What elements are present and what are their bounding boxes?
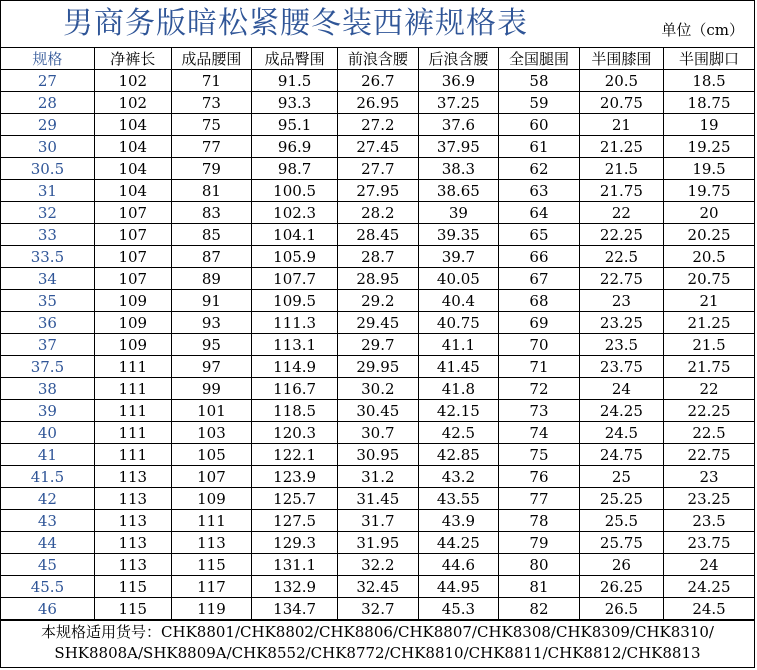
table-cell: 113 bbox=[171, 532, 252, 554]
size-cell: 37.5 bbox=[1, 356, 94, 378]
table-cell: 31.45 bbox=[338, 488, 419, 510]
table-cell: 44.6 bbox=[418, 554, 499, 576]
table-row bbox=[1, 180, 754, 202]
table-row bbox=[1, 92, 754, 114]
table-cell: 71 bbox=[499, 356, 580, 378]
table-row bbox=[1, 510, 754, 532]
page-title: 男商务版暗松紧腰冬装西裤规格表 bbox=[63, 6, 528, 41]
table-cell: 44.25 bbox=[418, 532, 499, 554]
table-cell: 28.7 bbox=[338, 246, 419, 268]
size-cell: 33 bbox=[1, 224, 94, 246]
table-cell: 97 bbox=[171, 356, 252, 378]
table-cell: 22 bbox=[579, 202, 663, 224]
column-header-size: 规格 bbox=[1, 48, 94, 70]
size-cell: 36 bbox=[1, 312, 94, 334]
column-header-hem: 半围脚口 bbox=[664, 48, 754, 70]
table-cell: 111 bbox=[94, 422, 171, 444]
table-cell: 132.9 bbox=[252, 576, 338, 598]
table-cell: 20.75 bbox=[579, 92, 663, 114]
size-cell: 37 bbox=[1, 334, 94, 356]
table-cell: 41.8 bbox=[418, 378, 499, 400]
table-cell: 109 bbox=[94, 334, 171, 356]
table-cell: 99 bbox=[171, 378, 252, 400]
table-cell: 64 bbox=[499, 202, 580, 224]
table-cell: 111 bbox=[94, 444, 171, 466]
table-cell: 129.3 bbox=[252, 532, 338, 554]
table-cell: 37.25 bbox=[418, 92, 499, 114]
table-row bbox=[1, 158, 754, 180]
table-cell: 70 bbox=[499, 334, 580, 356]
table-row bbox=[1, 598, 754, 620]
table-cell: 22.25 bbox=[664, 400, 754, 422]
table-cell: 40.05 bbox=[418, 268, 499, 290]
table-cell: 109 bbox=[94, 312, 171, 334]
table-cell: 109.5 bbox=[252, 290, 338, 312]
table-cell: 93.3 bbox=[252, 92, 338, 114]
applicable-models-note bbox=[1, 620, 754, 664]
table-cell: 24.25 bbox=[579, 400, 663, 422]
table-cell: 115 bbox=[94, 598, 171, 620]
table-cell: 45.3 bbox=[418, 598, 499, 620]
table-cell: 20.25 bbox=[664, 224, 754, 246]
table-cell: 75 bbox=[171, 114, 252, 136]
table-cell: 61 bbox=[499, 136, 580, 158]
table-cell: 38.3 bbox=[418, 158, 499, 180]
size-cell: 39 bbox=[1, 400, 94, 422]
size-cell: 35 bbox=[1, 290, 94, 312]
table-row bbox=[1, 576, 754, 598]
table-cell: 109 bbox=[94, 290, 171, 312]
table-cell: 75 bbox=[499, 444, 580, 466]
size-cell: 31 bbox=[1, 180, 94, 202]
table-cell: 42.85 bbox=[418, 444, 499, 466]
size-cell: 44 bbox=[1, 532, 94, 554]
table-cell: 111 bbox=[94, 400, 171, 422]
size-cell: 38 bbox=[1, 378, 94, 400]
table-cell: 23.25 bbox=[579, 312, 663, 334]
table-cell: 58 bbox=[499, 70, 580, 92]
table-cell: 91.5 bbox=[252, 70, 338, 92]
table-cell: 18.5 bbox=[664, 70, 754, 92]
table-cell: 32.2 bbox=[338, 554, 419, 576]
table-row bbox=[1, 466, 754, 488]
size-cell: 41 bbox=[1, 444, 94, 466]
table-cell: 27.95 bbox=[338, 180, 419, 202]
table-cell: 81 bbox=[499, 576, 580, 598]
table-cell: 101 bbox=[171, 400, 252, 422]
table-cell: 23.5 bbox=[664, 510, 754, 532]
table-cell: 21.75 bbox=[664, 356, 754, 378]
table-cell: 117 bbox=[171, 576, 252, 598]
table-row bbox=[1, 312, 754, 334]
table-cell: 69 bbox=[499, 312, 580, 334]
table-cell: 23.75 bbox=[664, 532, 754, 554]
table-cell: 43.2 bbox=[418, 466, 499, 488]
table-cell: 25.25 bbox=[579, 488, 663, 510]
table-cell: 102.3 bbox=[252, 202, 338, 224]
column-header-front-rise: 前浪含腰 bbox=[338, 48, 419, 70]
table-cell: 107 bbox=[171, 466, 252, 488]
table-cell: 31.7 bbox=[338, 510, 419, 532]
table-cell: 19.25 bbox=[664, 136, 754, 158]
table-cell: 18.75 bbox=[664, 92, 754, 114]
table-cell: 37.6 bbox=[418, 114, 499, 136]
table-cell: 29.45 bbox=[338, 312, 419, 334]
table-cell: 21.25 bbox=[664, 312, 754, 334]
table-cell: 95.1 bbox=[252, 114, 338, 136]
size-cell: 41.5 bbox=[1, 466, 94, 488]
table-cell: 22.5 bbox=[664, 422, 754, 444]
table-cell: 59 bbox=[499, 92, 580, 114]
table-cell: 24.25 bbox=[664, 576, 754, 598]
table-cell: 21 bbox=[579, 114, 663, 136]
table-cell: 27.45 bbox=[338, 136, 419, 158]
table-cell: 111 bbox=[94, 356, 171, 378]
title-row bbox=[1, 1, 754, 48]
table-cell: 113 bbox=[94, 488, 171, 510]
table-cell: 28.45 bbox=[338, 224, 419, 246]
table-cell: 102 bbox=[94, 70, 171, 92]
size-table bbox=[1, 48, 754, 620]
table-cell: 134.7 bbox=[252, 598, 338, 620]
table-row bbox=[1, 136, 754, 158]
table-cell: 19.5 bbox=[664, 158, 754, 180]
table-cell: 23.75 bbox=[579, 356, 663, 378]
table-cell: 98.7 bbox=[252, 158, 338, 180]
table-cell: 111 bbox=[94, 378, 171, 400]
table-cell: 29.7 bbox=[338, 334, 419, 356]
table-cell: 113 bbox=[94, 532, 171, 554]
table-cell: 25.5 bbox=[579, 510, 663, 532]
table-cell: 60 bbox=[499, 114, 580, 136]
table-cell: 77 bbox=[499, 488, 580, 510]
size-cell: 42 bbox=[1, 488, 94, 510]
models-line-2: SHK8808A/SHK8809A/CHK8552/CHK8772/CHK8810/CHK8811/CHK8812/CHK8813 bbox=[54, 644, 701, 662]
table-cell: 118.5 bbox=[252, 400, 338, 422]
table-cell: 29.2 bbox=[338, 290, 419, 312]
table-cell: 21.25 bbox=[579, 136, 663, 158]
table-cell: 120.3 bbox=[252, 422, 338, 444]
table-cell: 62 bbox=[499, 158, 580, 180]
column-header-thigh: 全国腿围 bbox=[499, 48, 580, 70]
table-cell: 30.95 bbox=[338, 444, 419, 466]
table-cell: 21 bbox=[664, 290, 754, 312]
table-cell: 114.9 bbox=[252, 356, 338, 378]
table-cell: 38.65 bbox=[418, 180, 499, 202]
unit-label: 单位（cm） bbox=[661, 21, 744, 39]
table-cell: 23.5 bbox=[579, 334, 663, 356]
table-cell: 72 bbox=[499, 378, 580, 400]
table-cell: 63 bbox=[499, 180, 580, 202]
table-row bbox=[1, 554, 754, 576]
table-cell: 115 bbox=[94, 576, 171, 598]
size-cell: 46 bbox=[1, 598, 94, 620]
table-cell: 109 bbox=[171, 488, 252, 510]
table-cell: 107 bbox=[94, 202, 171, 224]
table-cell: 30.7 bbox=[338, 422, 419, 444]
table-row bbox=[1, 400, 754, 422]
size-cell: 28 bbox=[1, 92, 94, 114]
table-cell: 83 bbox=[171, 202, 252, 224]
table-row bbox=[1, 356, 754, 378]
table-cell: 85 bbox=[171, 224, 252, 246]
table-cell: 32.45 bbox=[338, 576, 419, 598]
table-cell: 113.1 bbox=[252, 334, 338, 356]
table-cell: 104 bbox=[94, 158, 171, 180]
table-cell: 27.2 bbox=[338, 114, 419, 136]
table-row bbox=[1, 532, 754, 554]
table-cell: 24.5 bbox=[579, 422, 663, 444]
table-cell: 40.4 bbox=[418, 290, 499, 312]
table-row bbox=[1, 334, 754, 356]
table-cell: 44.95 bbox=[418, 576, 499, 598]
table-cell: 23.25 bbox=[664, 488, 754, 510]
table-cell: 26.5 bbox=[579, 598, 663, 620]
table-cell: 24.5 bbox=[664, 598, 754, 620]
table-cell: 105.9 bbox=[252, 246, 338, 268]
table-cell: 28.95 bbox=[338, 268, 419, 290]
table-cell: 95 bbox=[171, 334, 252, 356]
table-cell: 100.5 bbox=[252, 180, 338, 202]
size-cell: 27 bbox=[1, 70, 94, 92]
models-line-1: 本规格适用货号：CHK8801/CHK8802/CHK8806/CHK8807/CHK8308/CHK8309/CHK8310/ bbox=[41, 623, 714, 641]
table-cell: 82 bbox=[499, 598, 580, 620]
table-cell: 41.1 bbox=[418, 334, 499, 356]
table-cell: 107 bbox=[94, 268, 171, 290]
table-cell: 105 bbox=[171, 444, 252, 466]
header-row bbox=[1, 48, 754, 70]
table-cell: 39.7 bbox=[418, 246, 499, 268]
size-cell: 30.5 bbox=[1, 158, 94, 180]
table-row bbox=[1, 268, 754, 290]
table-cell: 31.95 bbox=[338, 532, 419, 554]
table-cell: 32.7 bbox=[338, 598, 419, 620]
table-cell: 74 bbox=[499, 422, 580, 444]
table-cell: 131.1 bbox=[252, 554, 338, 576]
table-cell: 104 bbox=[94, 180, 171, 202]
table-row bbox=[1, 444, 754, 466]
table-cell: 24 bbox=[664, 554, 754, 576]
table-cell: 113 bbox=[94, 554, 171, 576]
table-cell: 115 bbox=[171, 554, 252, 576]
table-cell: 30.45 bbox=[338, 400, 419, 422]
table-row bbox=[1, 290, 754, 312]
table-cell: 20.75 bbox=[664, 268, 754, 290]
table-cell: 104 bbox=[94, 114, 171, 136]
table-cell: 89 bbox=[171, 268, 252, 290]
table-cell: 23 bbox=[579, 290, 663, 312]
table-cell: 24 bbox=[579, 378, 663, 400]
column-header-waist: 成品腰围 bbox=[171, 48, 252, 70]
table-cell: 22.75 bbox=[579, 268, 663, 290]
table-cell: 37.95 bbox=[418, 136, 499, 158]
size-cell: 30 bbox=[1, 136, 94, 158]
table-cell: 113 bbox=[94, 510, 171, 532]
table-cell: 23 bbox=[664, 466, 754, 488]
table-cell: 116.7 bbox=[252, 378, 338, 400]
table-cell: 22.75 bbox=[664, 444, 754, 466]
table-cell: 30.2 bbox=[338, 378, 419, 400]
table-cell: 24.75 bbox=[579, 444, 663, 466]
table-cell: 19.75 bbox=[664, 180, 754, 202]
size-cell: 40 bbox=[1, 422, 94, 444]
size-cell: 33.5 bbox=[1, 246, 94, 268]
table-cell: 79 bbox=[499, 532, 580, 554]
table-cell: 103 bbox=[171, 422, 252, 444]
table-cell: 111.3 bbox=[252, 312, 338, 334]
table-cell: 79 bbox=[171, 158, 252, 180]
column-header-length: 净裤长 bbox=[94, 48, 171, 70]
table-cell: 21.5 bbox=[579, 158, 663, 180]
table-cell: 39.35 bbox=[418, 224, 499, 246]
table-cell: 125.7 bbox=[252, 488, 338, 510]
table-cell: 107 bbox=[94, 246, 171, 268]
size-cell: 32 bbox=[1, 202, 94, 224]
table-cell: 22.25 bbox=[579, 224, 663, 246]
table-row bbox=[1, 488, 754, 510]
table-cell: 91 bbox=[171, 290, 252, 312]
table-cell: 102 bbox=[94, 92, 171, 114]
size-cell: 43 bbox=[1, 510, 94, 532]
table-cell: 77 bbox=[171, 136, 252, 158]
table-cell: 20 bbox=[664, 202, 754, 224]
table-cell: 29.95 bbox=[338, 356, 419, 378]
table-cell: 36.9 bbox=[418, 70, 499, 92]
table-cell: 104 bbox=[94, 136, 171, 158]
table-cell: 122.1 bbox=[252, 444, 338, 466]
table-cell: 107 bbox=[94, 224, 171, 246]
size-cell: 34 bbox=[1, 268, 94, 290]
table-cell: 26.25 bbox=[579, 576, 663, 598]
table-cell: 71 bbox=[171, 70, 252, 92]
table-cell: 68 bbox=[499, 290, 580, 312]
table-cell: 42.15 bbox=[418, 400, 499, 422]
table-cell: 96.9 bbox=[252, 136, 338, 158]
table-cell: 73 bbox=[171, 92, 252, 114]
table-cell: 107.7 bbox=[252, 268, 338, 290]
table-cell: 31.2 bbox=[338, 466, 419, 488]
table-row bbox=[1, 202, 754, 224]
table-row bbox=[1, 378, 754, 400]
table-cell: 66 bbox=[499, 246, 580, 268]
table-cell: 119 bbox=[171, 598, 252, 620]
table-cell: 22.5 bbox=[579, 246, 663, 268]
table-cell: 39 bbox=[418, 202, 499, 224]
table-cell: 26 bbox=[579, 554, 663, 576]
column-header-hip: 成品臀围 bbox=[252, 48, 338, 70]
table-cell: 80 bbox=[499, 554, 580, 576]
table-cell: 20.5 bbox=[579, 70, 663, 92]
table-cell: 73 bbox=[499, 400, 580, 422]
table-row bbox=[1, 246, 754, 268]
table-row bbox=[1, 224, 754, 246]
size-cell: 45.5 bbox=[1, 576, 94, 598]
table-cell: 26.95 bbox=[338, 92, 419, 114]
table-cell: 127.5 bbox=[252, 510, 338, 532]
table-cell: 65 bbox=[499, 224, 580, 246]
table-cell: 67 bbox=[499, 268, 580, 290]
table-cell: 28.2 bbox=[338, 202, 419, 224]
table-cell: 104.1 bbox=[252, 224, 338, 246]
table-cell: 27.7 bbox=[338, 158, 419, 180]
table-cell: 21.5 bbox=[664, 334, 754, 356]
table-cell: 113 bbox=[94, 466, 171, 488]
table-cell: 78 bbox=[499, 510, 580, 532]
table-cell: 21.75 bbox=[579, 180, 663, 202]
table-cell: 111 bbox=[171, 510, 252, 532]
table-cell: 20.5 bbox=[664, 246, 754, 268]
table-cell: 26.7 bbox=[338, 70, 419, 92]
size-cell: 29 bbox=[1, 114, 94, 136]
table-cell: 42.5 bbox=[418, 422, 499, 444]
table-cell: 123.9 bbox=[252, 466, 338, 488]
table-row bbox=[1, 114, 754, 136]
table-cell: 81 bbox=[171, 180, 252, 202]
column-header-back-rise: 后浪含腰 bbox=[418, 48, 499, 70]
table-cell: 43.9 bbox=[418, 510, 499, 532]
table-cell: 76 bbox=[499, 466, 580, 488]
table-cell: 22 bbox=[664, 378, 754, 400]
size-cell: 45 bbox=[1, 554, 94, 576]
table-cell: 87 bbox=[171, 246, 252, 268]
table-cell: 25 bbox=[579, 466, 663, 488]
column-header-knee: 半围膝围 bbox=[579, 48, 663, 70]
table-cell: 25.75 bbox=[579, 532, 663, 554]
table-cell: 43.55 bbox=[418, 488, 499, 510]
table-row bbox=[1, 70, 754, 92]
table-cell: 19 bbox=[664, 114, 754, 136]
table-cell: 93 bbox=[171, 312, 252, 334]
table-cell: 41.45 bbox=[418, 356, 499, 378]
table-row bbox=[1, 422, 754, 444]
table-cell: 40.75 bbox=[418, 312, 499, 334]
